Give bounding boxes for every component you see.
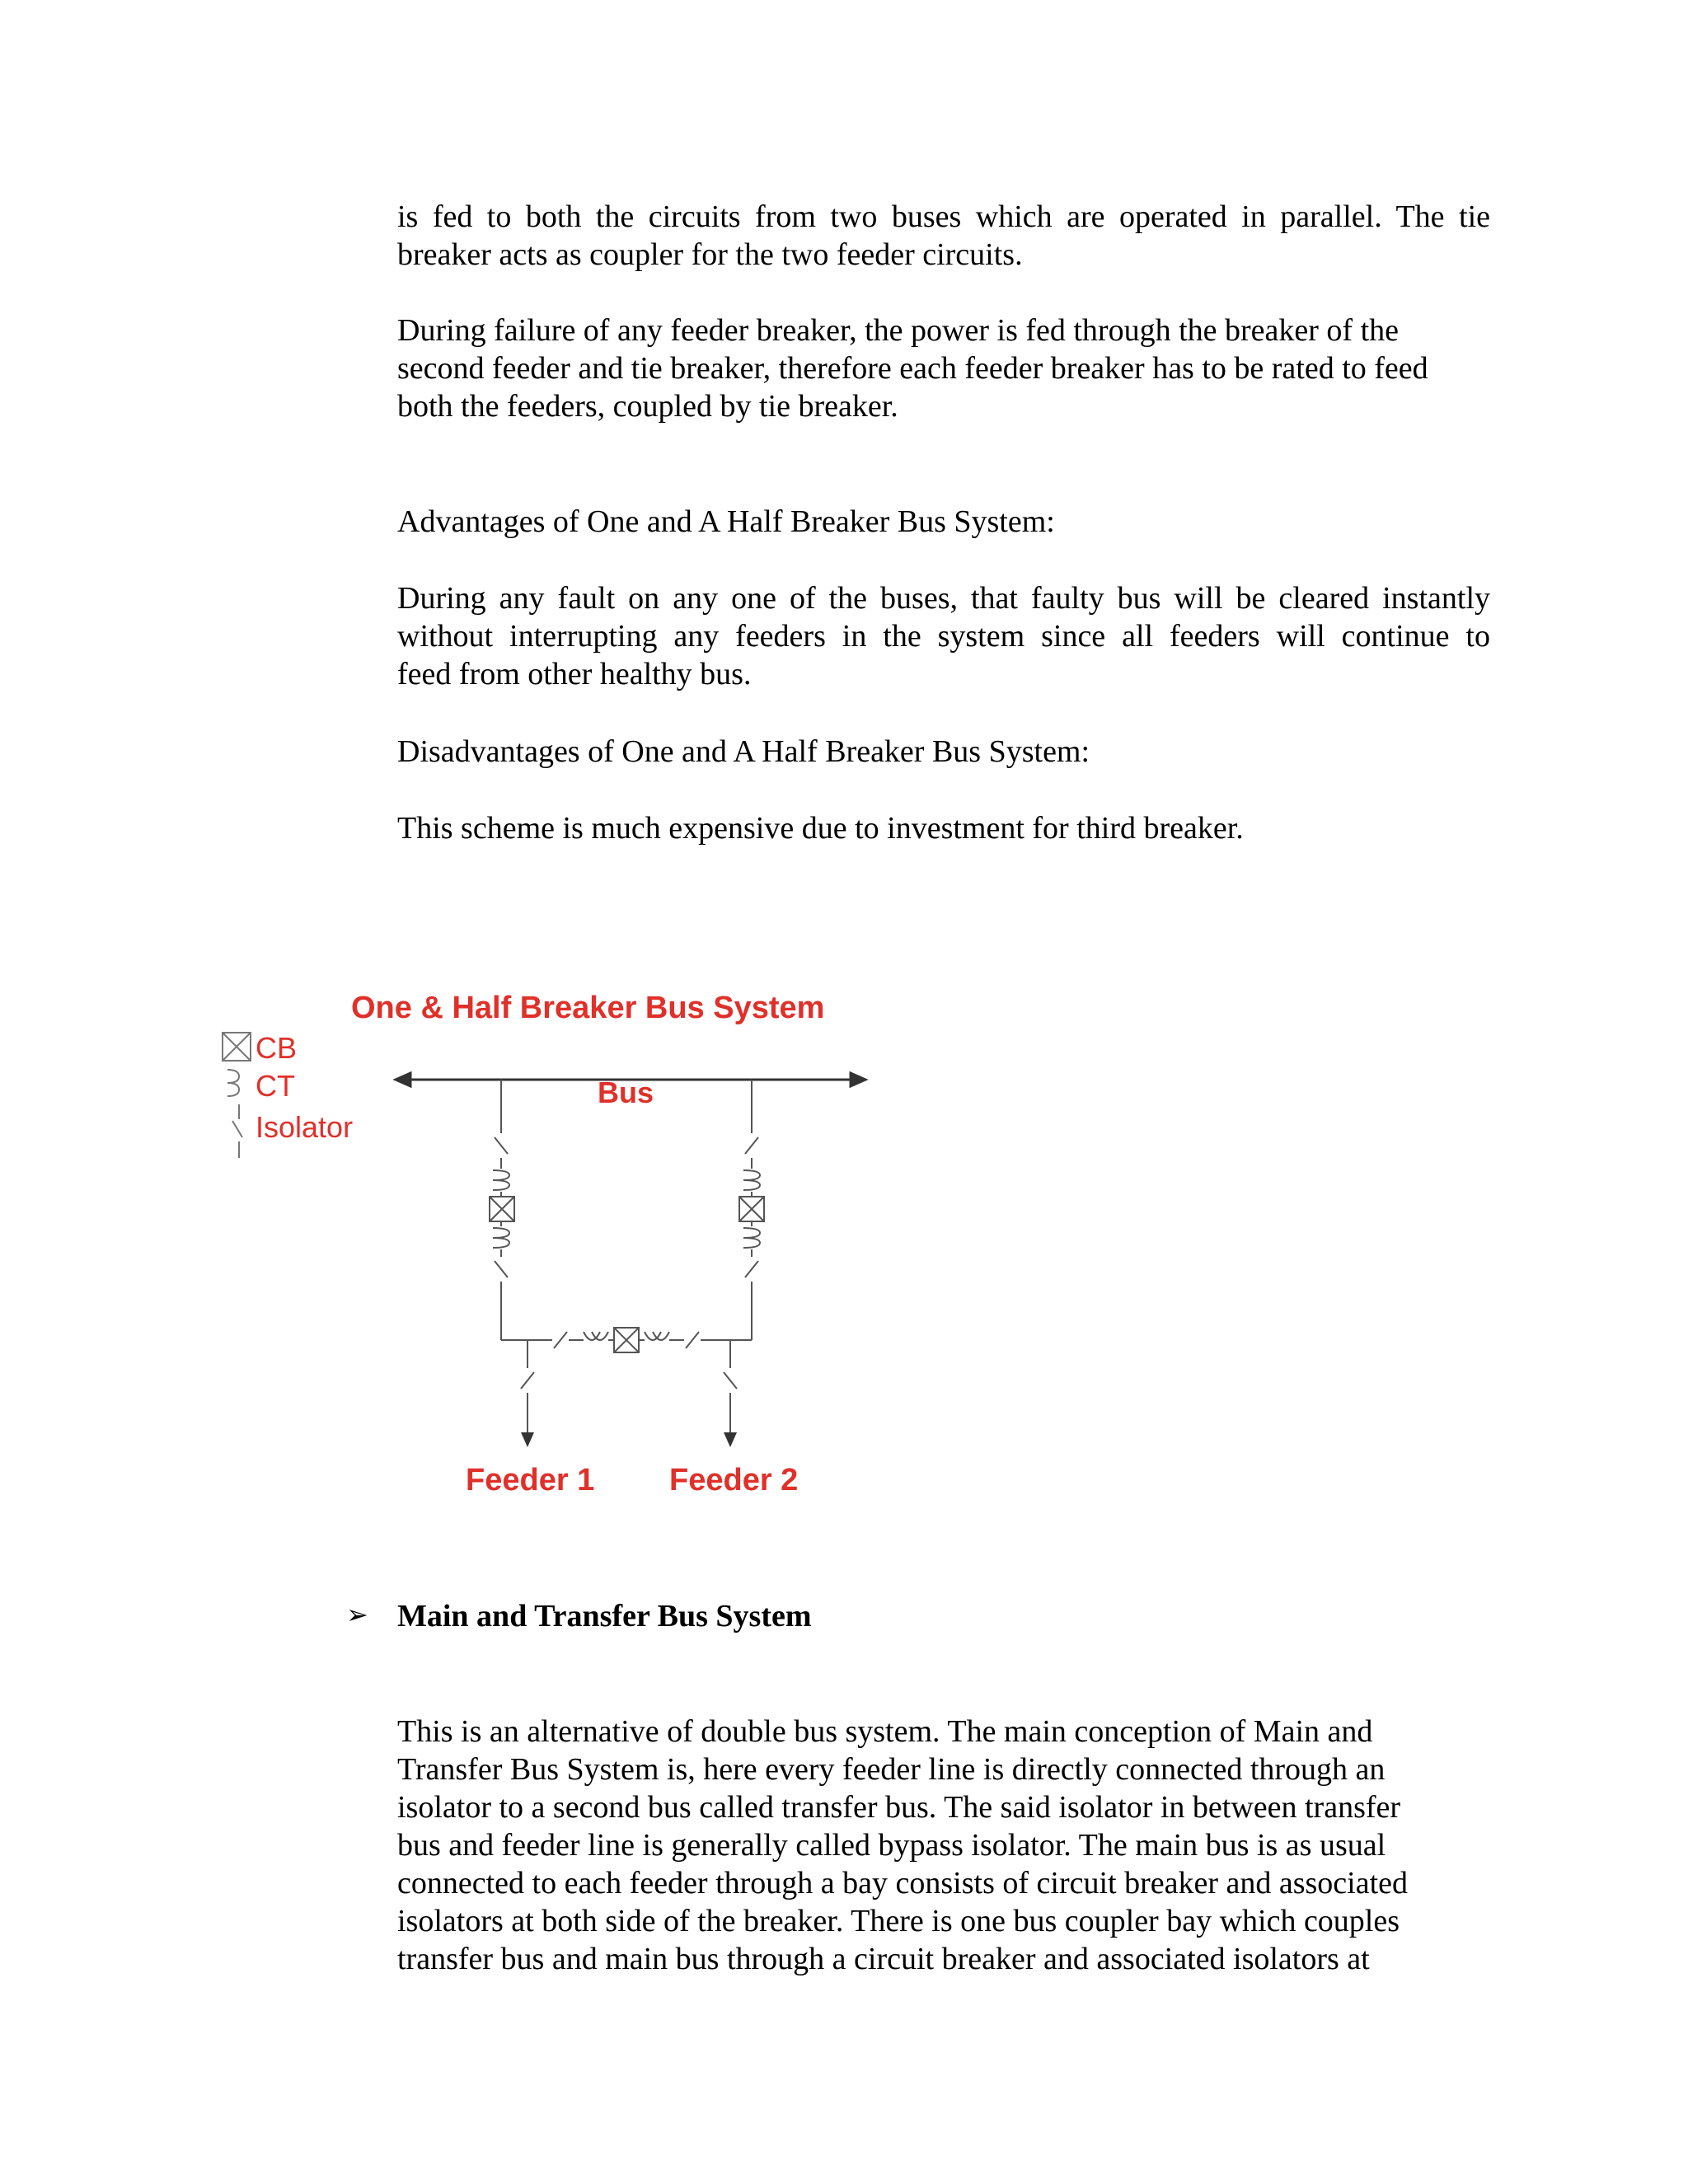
disadvantages-text: This scheme is much expensive due to investment for third breaker. (397, 811, 1244, 846)
tie-breaker-line (501, 1328, 752, 1352)
ct-legend-icon (227, 1070, 239, 1096)
text-line: breaker acts as coupler for the two feeder circuits. (397, 237, 1023, 272)
bus-label: Bus (598, 1076, 654, 1109)
text-line: second feeder and tie breaker, therefore each feeder breaker has to be rated to feed (397, 351, 1428, 386)
bullet-arrow-icon: ➢ (346, 1599, 368, 1630)
paragraph-intro (397, 198, 1490, 274)
legend-ct: CT (256, 1069, 295, 1103)
text-line: feed from other healthy bus. (397, 657, 752, 691)
diagram-title: One & Half Breaker Bus System (351, 991, 825, 1025)
right-bay (739, 1080, 764, 1340)
isolator-legend-icon (232, 1104, 242, 1158)
text-line: Transfer Bus System is, here every feeder line is directly connected through an (397, 1752, 1386, 1787)
feeder-1-label: Feeder 1 (466, 1463, 595, 1497)
left-bay (490, 1080, 514, 1340)
disadvantages-heading: Disadvantages of One and A Half Breaker Bus System: (397, 734, 1090, 769)
advantages-text (397, 579, 1490, 693)
text-line: isolator to a second bus called transfer bus. The said isolator in between transfer (397, 1790, 1401, 1825)
text-line: bus and feeder line is generally called bypass isolator. The main bus is as usual (397, 1828, 1386, 1863)
advantages-heading: Advantages of One and A Half Breaker Bus System: (397, 504, 1055, 539)
text-line: transfer bus and main bus through a circuit breaker and associated isolators at (397, 1942, 1370, 1976)
feeder-1-line (521, 1340, 534, 1447)
text-line: both the feeders, coupled by tie breaker. (397, 389, 898, 424)
text-line: During any fault on any one of the buses, that faulty bus will be cleared instantly (397, 581, 1490, 616)
feeder-2-line (724, 1340, 737, 1447)
legend-cb: CB (256, 1031, 298, 1065)
text-line: is fed to both the circuits from two buses which are operated in parallel. The tie (397, 199, 1490, 234)
text-line: This is an alternative of double bus system. The main conception of Main and (397, 1714, 1373, 1749)
cb-legend-icon (223, 1033, 251, 1061)
section-text (397, 1713, 1490, 1978)
feeder-2-label: Feeder 2 (669, 1463, 799, 1497)
text-line: without interrupting any feeders in the system since all feeders will continue to (397, 619, 1490, 654)
text-line: connected to each feeder through a bay consists of circuit breaker and associated (397, 1866, 1409, 1900)
one-half-breaker-diagram (214, 981, 956, 1525)
section-heading: Main and Transfer Bus System (397, 1599, 812, 1633)
legend (223, 1031, 353, 1158)
paragraph-failure (397, 312, 1490, 425)
text-line: During failure of any feeder breaker, the power is fed through the breaker of the (397, 313, 1399, 348)
text-line: isolators at both side of the breaker. There is one bus coupler bay which couples (397, 1904, 1400, 1938)
legend-isolator: Isolator (256, 1110, 354, 1144)
